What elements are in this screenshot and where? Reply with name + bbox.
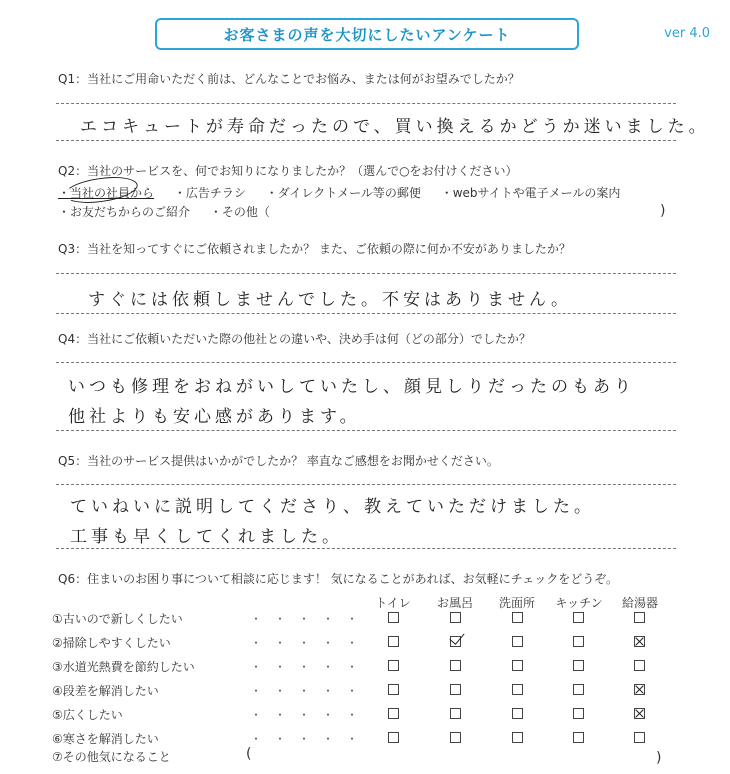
open-paren: (: [246, 746, 252, 762]
checkbox-トイレ[interactable]: [388, 636, 399, 647]
option-web: ・webサイトや電子メールの案内: [440, 186, 621, 200]
checkbox-洗面所[interactable]: [512, 660, 523, 671]
answer-4-line-2: 他社よりも安心感があります。: [68, 407, 361, 427]
answer-3: すぐには依頼しませんでした。不安はありません。: [88, 290, 573, 310]
checkbox-キッチン[interactable]: [573, 732, 584, 743]
answer-line: [56, 140, 676, 141]
checkbox-トイレ[interactable]: [388, 732, 399, 743]
row-label: ⑥寒さを解消したい: [52, 732, 159, 746]
answer-line: [56, 484, 676, 485]
checkbox-お風呂[interactable]: [450, 708, 461, 719]
checkbox-キッチン[interactable]: [573, 684, 584, 695]
row-label: ④段差を解消したい: [52, 684, 159, 698]
checkbox-洗面所[interactable]: [512, 612, 523, 623]
checkbox-給湯器[interactable]: [634, 660, 645, 671]
question-6: Q6：住まいのお困り事について相談に応じます！ 気になることがあれば、お気軽にチェックをどうぞ。: [58, 572, 619, 586]
close-paren: ): [660, 203, 666, 219]
answer-line: [56, 273, 676, 274]
leader-dots: ・・・・・: [250, 612, 371, 626]
version-label: ver 4.0: [664, 26, 710, 41]
close-paren: ): [656, 750, 662, 766]
checkbox-トイレ[interactable]: [388, 660, 399, 671]
option-direct-mail: ・ダイレクトメール等の郵便: [265, 186, 421, 200]
column-kitchen: キッチン: [555, 596, 603, 610]
checkbox-給湯器[interactable]: [634, 612, 645, 623]
checkbox-トイレ[interactable]: [388, 612, 399, 623]
checkbox-トイレ[interactable]: [388, 684, 399, 695]
row-label: ③水道光熱費を節約したい: [52, 660, 195, 674]
checkbox-お風呂[interactable]: [450, 612, 461, 623]
answer-line: [56, 362, 676, 363]
leader-dots: ・・・・・: [250, 684, 371, 698]
column-washroom: 洗面所: [498, 596, 535, 610]
answer-line: [56, 313, 676, 314]
checkbox-お風呂[interactable]: [450, 660, 461, 671]
question-1: Q1：当社にご用命いただく前は、どんなことでお悩み、または何がお望みでしたか？: [58, 72, 520, 86]
checkbox-キッチン[interactable]: [573, 708, 584, 719]
checkbox-給湯器[interactable]: [634, 636, 645, 647]
column-toilet: トイレ: [375, 596, 411, 610]
option-friend: ・お友だちからのご紹介: [58, 205, 191, 219]
column-water-heater: 給湯器: [621, 596, 658, 610]
checkbox-洗面所[interactable]: [512, 684, 523, 695]
question-3: Q3：当社を知ってすぐにご依頼されましたか？ また、ご依頼の際に何か不安がありましたか？: [58, 242, 571, 256]
leader-dots: ・・・・・: [250, 708, 371, 722]
answer-line: [56, 548, 676, 549]
question-2: Q2：当社のサービスを、何でお知りになりましたか？（選んで○をお付けください）: [58, 164, 518, 178]
options-row-2: [58, 203, 286, 220]
checkbox-キッチン[interactable]: [573, 660, 584, 671]
checkbox-給湯器[interactable]: [634, 708, 645, 719]
checkbox-洗面所[interactable]: [512, 708, 523, 719]
column-bath: お風呂: [436, 596, 473, 610]
checkbox-洗面所[interactable]: [512, 732, 523, 743]
question-5: Q5：当社のサービス提供はいかがでしたか？ 率直なご感想をお聞かせください。: [58, 454, 499, 468]
checkbox-洗面所[interactable]: [512, 636, 523, 647]
checkbox-給湯器[interactable]: [634, 732, 645, 743]
answer-line: [56, 430, 676, 431]
answer-5-line-1: ていねいに説明してくださり、教えていただけました。: [70, 497, 595, 517]
row-label: ⑤広くしたい: [52, 708, 123, 722]
answer-5-line-2: 工事も早くしてくれました。: [70, 527, 343, 547]
checkbox-給湯器[interactable]: [634, 684, 645, 695]
answer-line: [56, 103, 676, 104]
answer-4-line-1: いつも修理をおねがいしていたし、顔見しりだったのもあり: [68, 377, 635, 397]
checkbox-トイレ[interactable]: [388, 708, 399, 719]
survey-title: お客さまの声を大切にしたいアンケート: [155, 18, 579, 50]
row-label-other: ⑦その他気になること: [52, 750, 171, 764]
checkbox-キッチン[interactable]: [573, 612, 584, 623]
checkbox-お風呂[interactable]: [450, 732, 461, 743]
leader-dots: ・・・・・: [250, 732, 371, 746]
checkbox-キッチン[interactable]: [573, 636, 584, 647]
option-staff: ・当社の社員から: [58, 186, 155, 200]
checkbox-お風呂[interactable]: [450, 684, 461, 695]
option-other: ・その他（: [209, 205, 270, 219]
leader-dots: ・・・・・: [250, 660, 371, 674]
question-4: Q4：当社にご依頼いただいた際の他社との違いや、決め手は何（どの部分）でしたか？: [58, 332, 531, 346]
options-row-1: [58, 184, 636, 201]
row-label: ②掃除しやすくしたい: [52, 636, 171, 650]
option-flyer: ・広告チラシ: [173, 186, 246, 200]
leader-dots: ・・・・・: [250, 636, 371, 650]
row-label: ①古いので新しくしたい: [52, 612, 183, 626]
answer-1: エコキュートが寿命だったので、買い換えるかどうか迷いました。: [80, 117, 710, 137]
